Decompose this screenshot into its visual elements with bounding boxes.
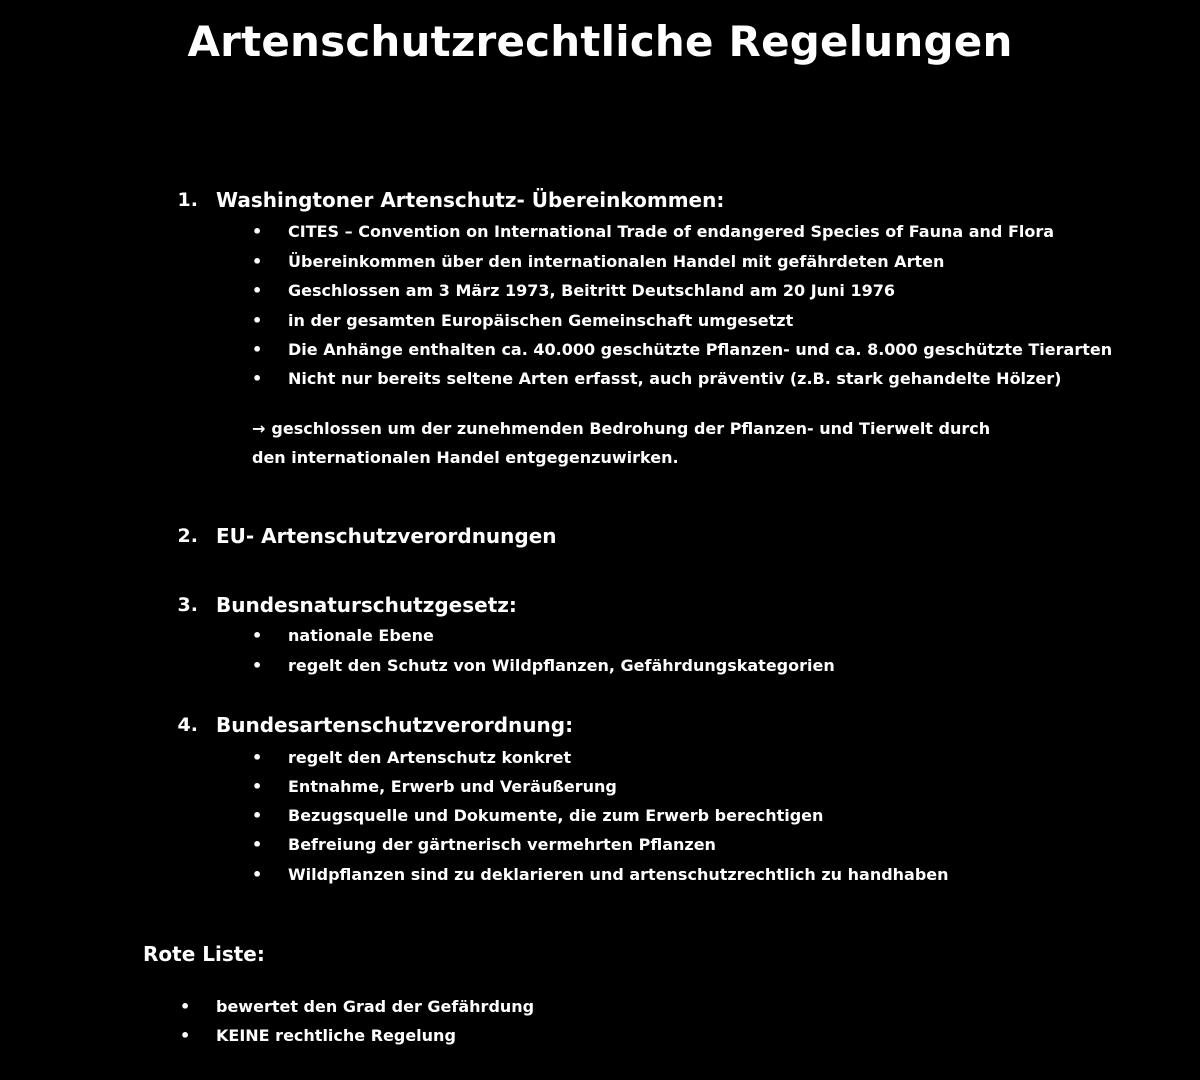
section-number: 4. [177, 714, 198, 736]
bullet-icon: • [252, 626, 263, 645]
section-title: Washingtoner Artenschutz- Übereinkommen: [216, 188, 725, 212]
section-title: Bundesartenschutzverordnung: [216, 713, 574, 737]
bullet-icon: • [180, 997, 191, 1016]
list-item: Übereinkommen über den internationalen Handel mit gefährdeten Arten [288, 252, 945, 271]
list-item: Wildpflanzen sind zu deklarieren und artenschutzrechtlich zu handhaben [288, 865, 949, 884]
bullet-icon: • [252, 835, 263, 854]
bullet-icon: • [252, 777, 263, 796]
section-number: 1. [177, 189, 198, 211]
list-item: nationale Ebene [288, 626, 434, 645]
note-text: geschlossen um der zunehmenden Bedrohung der Pflanzen- und Tierwelt durch den internationalen Handel entgegenzuwirken. [252, 419, 991, 467]
bullet-icon: • [252, 748, 263, 767]
list-item: KEINE rechtliche Regelung [216, 1026, 456, 1045]
section-number: 2. [177, 525, 198, 547]
section-note [252, 414, 1012, 472]
arrow-right-icon: → [252, 419, 266, 438]
bullet-icon: • [252, 369, 263, 388]
list-item: Die Anhänge enthalten ca. 40.000 geschützte Pflanzen- und ca. 8.000 geschützte Tierarten [288, 340, 1113, 359]
bullet-icon: • [252, 311, 263, 330]
list-item: regelt den Schutz von Wildpflanzen, Gefährdungskategorien [288, 656, 835, 675]
bullet-icon: • [252, 656, 263, 675]
section-number: 3. [177, 594, 198, 616]
section-title: Bundesnaturschutzgesetz: [216, 593, 517, 617]
list-item: CITES – Convention on International Trade of endangered Species of Fauna and Flora [288, 222, 1055, 241]
list-item: in der gesamten Europäischen Gemeinschaft umgesetzt [288, 311, 794, 330]
list-item: Entnahme, Erwerb und Veräußerung [288, 777, 617, 796]
bullet-icon: • [252, 806, 263, 825]
list-item: bewertet den Grad der Gefährdung [216, 997, 535, 1016]
list-item: Bezugsquelle und Dokumente, die zum Erwerb berechtigen [288, 806, 824, 825]
bullet-icon: • [252, 865, 263, 884]
list-item: Geschlossen am 3 März 1973, Beitritt Deutschland am 20 Juni 1976 [288, 281, 896, 300]
list-item: Nicht nur bereits seltene Arten erfasst, auch präventiv (z.B. stark gehandelte Hölzer) [288, 369, 1062, 388]
page-title: Artenschutzrechtliche Regelungen [187, 17, 1013, 66]
bullet-icon: • [252, 281, 263, 300]
bullet-icon: • [252, 340, 263, 359]
section-title: EU- Artenschutzverordnungen [216, 524, 557, 548]
bullet-icon: • [252, 222, 263, 241]
list-item: Befreiung der gärtnerisch vermehrten Pflanzen [288, 835, 716, 854]
bullet-icon: • [180, 1026, 191, 1045]
rote-liste-heading: Rote Liste: [143, 942, 265, 966]
bullet-icon: • [252, 252, 263, 271]
list-item: regelt den Artenschutz konkret [288, 748, 572, 767]
